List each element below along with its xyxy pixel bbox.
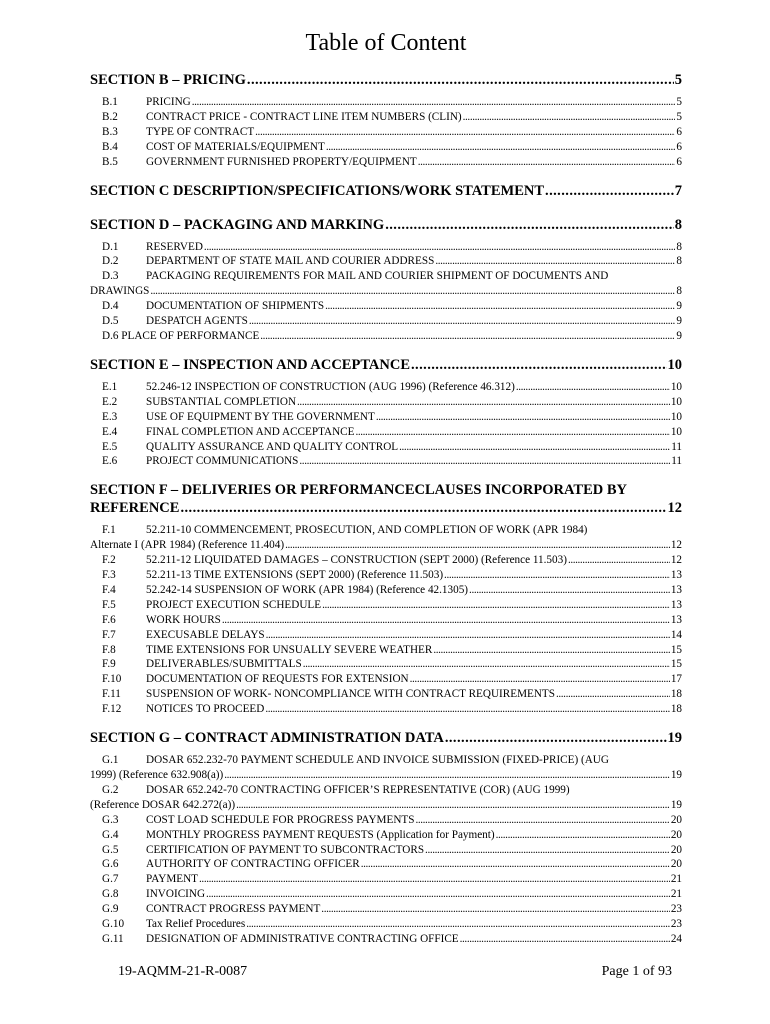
entry-title: 52.211-10 COMMENCEMENT, PROSECUTION, AND COMPLETION OF WORK (APR 1984) — [146, 524, 588, 537]
entry-title: GOVERNMENT FURNISHED PROPERTY/EQUIPMENT — [146, 155, 417, 168]
toc-entry[interactable] — [90, 553, 682, 568]
toc-entry[interactable] — [90, 254, 682, 269]
toc-entry[interactable] — [90, 314, 682, 329]
entry-title-continuation: (Reference DOSAR 642.272(a)) — [90, 798, 236, 811]
leader-dots — [411, 356, 667, 374]
entry-number: E.4 — [102, 425, 118, 438]
section-title: SECTION E – INSPECTION AND ACCEPTANCE — [90, 356, 410, 373]
page-number: 5 — [676, 96, 682, 108]
leader-dots — [361, 857, 670, 872]
entry-number: E.5 — [102, 440, 118, 453]
entry-title: DESIGNATION OF ADMINISTRATIVE CONTRACTING OFFICE — [146, 932, 459, 945]
entry-number: G.2 — [102, 783, 119, 796]
toc-entry[interactable] — [90, 380, 682, 395]
leader-dots — [299, 454, 670, 469]
section-title: SECTION C DESCRIPTION/SPECIFICATIONS/WORK STATEMENT — [90, 182, 545, 199]
entry-number: E.6 — [102, 455, 118, 468]
page-number: 15 — [670, 643, 682, 656]
leader-dots — [199, 872, 670, 887]
toc-entry-continuation[interactable] — [90, 538, 682, 553]
entry-number: G.11 — [102, 932, 124, 945]
toc-entry[interactable] — [90, 628, 682, 643]
page-number: 13 — [670, 569, 682, 582]
leader-dots — [322, 598, 670, 613]
section-g-entries — [90, 753, 682, 947]
toc-section-b[interactable] — [90, 71, 682, 89]
toc-entry[interactable] — [90, 872, 682, 887]
page-title: Table of Content — [305, 30, 467, 56]
entry-number: E.3 — [102, 410, 118, 423]
toc-section-c[interactable] — [90, 182, 682, 200]
entry-title: 52.211-13 TIME EXTENSIONS (SEPT 2000) (Reference 11.503) — [146, 569, 444, 582]
leader-dots — [376, 410, 670, 425]
toc-entry[interactable] — [90, 657, 682, 672]
toc-entry[interactable] — [90, 783, 682, 798]
page-number: 5 — [674, 72, 682, 88]
entry-title: DOCUMENTATION OF REQUESTS FOR EXTENSION — [146, 673, 409, 686]
entry-number: G.1 — [102, 754, 119, 767]
entry-title: DOCUMENTATION OF SHIPMENTS — [146, 300, 325, 313]
section-e-entries — [90, 380, 682, 469]
entry-number: D.4 — [102, 300, 119, 313]
entry-number: D.5 — [102, 315, 119, 328]
page-number: 14 — [670, 628, 682, 641]
entry-title: D.6 PLACE OF PERFORMANCE — [102, 329, 260, 342]
toc-section-f[interactable] — [90, 499, 682, 517]
page-number: 8 — [674, 216, 682, 233]
entry-number: B.4 — [102, 140, 118, 153]
entry-number: F.6 — [102, 613, 116, 626]
entry-number: G.5 — [102, 843, 119, 856]
entry-number: E.1 — [102, 380, 118, 393]
toc-entry-continuation[interactable] — [90, 798, 682, 813]
entry-title: DEPARTMENT OF STATE MAIL AND COURIER ADDRESS — [146, 255, 435, 268]
toc-entry[interactable] — [90, 843, 682, 858]
page-number: 19 — [667, 730, 682, 747]
leader-dots — [410, 672, 670, 687]
toc-entry[interactable] — [90, 440, 682, 455]
toc-entry[interactable] — [90, 932, 682, 947]
toc-entry[interactable] — [90, 329, 682, 344]
entry-title-continuation: Alternate I (APR 1984) (Reference 11.404) — [90, 539, 285, 552]
toc-page — [90, 30, 682, 955]
section-title: SECTION D – PACKAGING AND MARKING — [90, 216, 385, 233]
leader-dots — [266, 628, 670, 643]
section-b-entries — [90, 95, 682, 170]
toc-entry[interactable] — [90, 753, 682, 768]
toc-entry[interactable] — [90, 857, 682, 872]
toc-entry-continuation[interactable] — [90, 284, 682, 299]
toc-section-d[interactable] — [90, 216, 682, 234]
leader-dots — [325, 299, 675, 314]
leader-dots — [222, 613, 670, 628]
leader-dots — [206, 887, 670, 902]
entry-number: B.1 — [102, 96, 118, 108]
leader-dots — [247, 71, 674, 89]
toc-entry[interactable] — [90, 568, 682, 583]
toc-section-g[interactable] — [90, 729, 682, 747]
toc-entry[interactable] — [90, 140, 682, 155]
entry-title: SUBSTANTIAL COMPLETION — [146, 395, 297, 408]
entry-title: FINAL COMPLETION AND ACCEPTANCE — [146, 425, 355, 438]
leader-dots — [150, 284, 675, 299]
section-title: SECTION B – PRICING — [90, 72, 246, 88]
page-number: 12 — [670, 554, 682, 567]
leader-dots — [180, 499, 666, 517]
leader-dots — [297, 395, 670, 410]
page-number: 9 — [676, 315, 682, 328]
entry-number: F.5 — [102, 598, 116, 611]
toc-entry[interactable] — [90, 523, 682, 538]
entry-number: F.4 — [102, 583, 116, 596]
page-number: 20 — [670, 843, 682, 856]
entry-number: G.3 — [102, 813, 119, 826]
entry-number: D.3 — [102, 270, 119, 283]
document-id: 19-AQMM-21-R-0087 — [118, 964, 248, 979]
page-number: 6 — [676, 140, 682, 153]
page-number: 11 — [671, 455, 682, 468]
entry-title: EXECUSABLE DELAYS — [146, 628, 265, 641]
entry-number: F.10 — [102, 673, 122, 686]
leader-dots — [246, 917, 670, 932]
page-number: 23 — [670, 918, 682, 931]
page-number: 23 — [670, 903, 682, 916]
page-number: 20 — [670, 813, 682, 826]
leader-dots — [556, 687, 670, 702]
entry-number: B.3 — [102, 125, 118, 138]
entry-title: INVOICING — [146, 888, 206, 901]
entry-number: F.8 — [102, 643, 116, 656]
page-number: 20 — [670, 828, 682, 841]
leader-dots — [224, 768, 670, 783]
entry-number: D.1 — [102, 240, 119, 253]
entry-title: CERTIFICATION OF PAYMENT TO SUBCONTRACTORS — [146, 843, 425, 856]
entry-title: DOSAR 652.242-70 CONTRACTING OFFICER’S REPRESENTATIVE (COR) (AUG 1999) — [146, 783, 570, 796]
entry-title: USE OF EQUIPMENT BY THE GOVERNMENT — [146, 410, 375, 423]
toc-section-e[interactable] — [90, 356, 682, 374]
toc-entry[interactable] — [90, 828, 682, 843]
entry-number: G.10 — [102, 918, 125, 931]
entry-title-continuation: 1999) (Reference 632.908(a)) — [90, 769, 224, 781]
entry-number: F.9 — [102, 658, 116, 671]
page-number: 12 — [670, 539, 682, 552]
leader-dots — [568, 553, 670, 568]
toc-entry[interactable] — [90, 702, 682, 717]
page-number: 18 — [670, 703, 682, 716]
entry-title: 52.242-14 SUSPENSION OF WORK (APR 1984) (Reference 42.1305) — [146, 583, 469, 596]
entry-title: PRICING — [146, 96, 191, 108]
page-number: 10 — [670, 425, 682, 438]
leader-dots — [415, 813, 669, 828]
page-number: 15 — [670, 658, 682, 671]
leader-dots — [435, 254, 675, 269]
entry-number: F.7 — [102, 628, 116, 641]
entry-number: G.9 — [102, 903, 119, 916]
entry-title: 52.211-12 LIQUIDATED DAMAGES – CONSTRUCTION (SEPT 2000) (Reference 11.503) — [146, 554, 567, 567]
leader-dots — [496, 828, 670, 843]
toc-entry[interactable] — [90, 425, 682, 440]
toc-entry[interactable] — [90, 613, 682, 628]
entry-number: B.2 — [102, 110, 118, 123]
entry-title: Tax Relief Procedures — [146, 918, 246, 931]
leader-dots — [260, 329, 675, 344]
toc-entry[interactable] — [90, 917, 682, 932]
leader-dots — [236, 798, 670, 813]
leader-dots — [399, 440, 670, 455]
toc-entry-continuation[interactable] — [90, 768, 682, 783]
page-number: 10 — [667, 356, 682, 373]
page-number: 9 — [676, 329, 682, 342]
page-number: 10 — [670, 410, 682, 423]
entry-title: PACKAGING REQUIREMENTS FOR MAIL AND COURIER SHIPMENT OF DOCUMENTS AND — [146, 270, 609, 283]
entry-number: F.3 — [102, 569, 116, 582]
leader-dots — [433, 643, 669, 658]
leader-dots — [545, 182, 674, 200]
entry-title: DOSAR 652.232-70 PAYMENT SCHEDULE AND INVOICE SUBMISSION (FIXED-PRICE) (AUG — [146, 754, 609, 767]
section-d-entries — [90, 240, 682, 344]
page-number: 19 — [670, 798, 682, 811]
leader-dots — [326, 140, 676, 155]
section-f-entries — [90, 523, 682, 717]
toc-entry[interactable] — [90, 110, 682, 125]
toc-entry[interactable] — [90, 813, 682, 828]
page-number: 5 — [676, 110, 682, 123]
toc-entry[interactable] — [90, 125, 682, 140]
entry-number: G.6 — [102, 858, 119, 871]
toc-entry[interactable] — [90, 155, 682, 170]
entry-title: CONTRACT PRICE - CONTRACT LINE ITEM NUMBERS (CLIN) — [146, 110, 462, 123]
leader-dots — [425, 843, 670, 858]
leader-dots — [321, 902, 670, 917]
leader-dots — [249, 314, 676, 329]
page-number: 19 — [670, 769, 682, 781]
entry-title: COST LOAD SCHEDULE FOR PROGRESS PAYMENTS — [146, 813, 415, 826]
entry-title: PROJECT COMMUNICATIONS — [146, 455, 299, 468]
page-number: 6 — [676, 125, 682, 138]
entry-number: D.2 — [102, 255, 119, 268]
section-title: REFERENCE — [90, 500, 180, 517]
page-number: 6 — [676, 155, 682, 168]
entry-title: TIME EXTENSIONS FOR UNSUALLY SEVERE WEATHER — [146, 643, 433, 656]
page-number: 13 — [670, 598, 682, 611]
toc-entry[interactable] — [90, 672, 682, 687]
page-number: 21 — [670, 873, 682, 886]
page-number: 17 — [670, 673, 682, 686]
entry-number: F.11 — [102, 688, 121, 701]
leader-dots — [463, 110, 676, 125]
entry-title: QUALITY ASSURANCE AND QUALITY CONTROL — [146, 440, 399, 453]
toc-entry[interactable] — [90, 902, 682, 917]
page-number: 8 — [676, 240, 682, 253]
entry-title: 52.246-12 INSPECTION OF CONSTRUCTION (AUG 1996) (Reference 46.312) — [146, 380, 515, 393]
leader-dots — [385, 216, 674, 234]
leader-dots — [444, 568, 670, 583]
entry-title: DESPATCH AGENTS — [146, 315, 248, 328]
entry-title-continuation: DRAWINGS — [90, 285, 150, 298]
entry-title: MONTHLY PROGRESS PAYMENT REQUESTS (Application for Payment) — [146, 828, 495, 841]
page-number: 10 — [670, 380, 682, 393]
page-indicator: Page 1 of 93 — [601, 964, 672, 979]
page-number: 12 — [667, 500, 682, 517]
toc-entry[interactable] — [90, 395, 682, 410]
toc-section-f-title-line1[interactable]: SECTION F – DELIVERIES OR PERFORMANCECLAUSES INCORPORATED BY — [90, 482, 627, 499]
entry-title: CONTRACT PROGRESS PAYMENT — [146, 903, 321, 916]
entry-title: RESERVED — [146, 240, 203, 253]
toc-entry[interactable] — [90, 410, 682, 425]
page-number: 20 — [670, 858, 682, 871]
leader-dots — [418, 155, 676, 170]
page-number: 10 — [670, 395, 682, 408]
toc-entry[interactable] — [90, 598, 682, 613]
page-number: 13 — [670, 583, 682, 596]
entry-title: COST OF MATERIALS/EQUIPMENT — [146, 140, 325, 153]
toc-entry[interactable] — [90, 887, 682, 902]
entry-number: B.5 — [102, 155, 118, 168]
entry-number: G.8 — [102, 888, 119, 901]
entry-number: F.1 — [102, 524, 116, 537]
leader-dots — [355, 425, 669, 440]
leader-dots — [204, 240, 675, 255]
toc-entry[interactable] — [90, 269, 682, 284]
entry-title: SUSPENSION OF WORK- NONCOMPLIANCE WITH CONTRACT REQUIREMENTS — [146, 688, 555, 701]
page-number: 21 — [670, 888, 682, 901]
leader-dots — [192, 95, 676, 110]
leader-dots — [285, 538, 670, 553]
leader-dots — [516, 380, 670, 395]
toc-entry[interactable] — [90, 583, 682, 598]
page-number: 11 — [671, 440, 682, 453]
page-number: 7 — [674, 182, 682, 199]
entry-number: G.4 — [102, 828, 119, 841]
leader-dots — [469, 583, 670, 598]
leader-dots — [303, 657, 670, 672]
entry-title: PAYMENT — [146, 873, 199, 886]
page-number: 13 — [670, 613, 682, 626]
entry-number: E.2 — [102, 395, 118, 408]
entry-number: F.12 — [102, 703, 122, 716]
toc-entry[interactable] — [90, 643, 682, 658]
entry-title: TYPE OF CONTRACT — [146, 125, 255, 138]
page-number: 8 — [676, 285, 682, 298]
entry-number: G.7 — [102, 873, 119, 886]
entry-title: PROJECT EXECUTION SCHEDULE — [146, 598, 322, 611]
toc-entry[interactable] — [90, 454, 682, 469]
leader-dots — [255, 125, 675, 140]
leader-dots — [460, 932, 670, 947]
entry-number: F.2 — [102, 554, 116, 567]
entry-title: AUTHORITY OF CONTRACTING OFFICER — [146, 858, 360, 871]
page-footer — [118, 964, 672, 980]
leader-dots — [265, 702, 670, 717]
entry-title: NOTICES TO PROCEED — [146, 703, 265, 716]
toc-entry[interactable] — [90, 240, 682, 255]
page-number: 8 — [676, 255, 682, 268]
entry-title: DELIVERABLES/SUBMITTALS — [146, 658, 302, 671]
page-number: 18 — [670, 688, 682, 701]
toc-entry[interactable] — [90, 95, 682, 110]
page-number: 24 — [670, 932, 682, 945]
page-number: 9 — [676, 300, 682, 313]
toc-entry[interactable] — [90, 299, 682, 314]
section-title: SECTION G – CONTRACT ADMINISTRATION DATA — [90, 730, 444, 747]
leader-dots — [445, 729, 667, 747]
toc-entry[interactable] — [90, 687, 682, 702]
entry-title: WORK HOURS — [146, 613, 221, 626]
